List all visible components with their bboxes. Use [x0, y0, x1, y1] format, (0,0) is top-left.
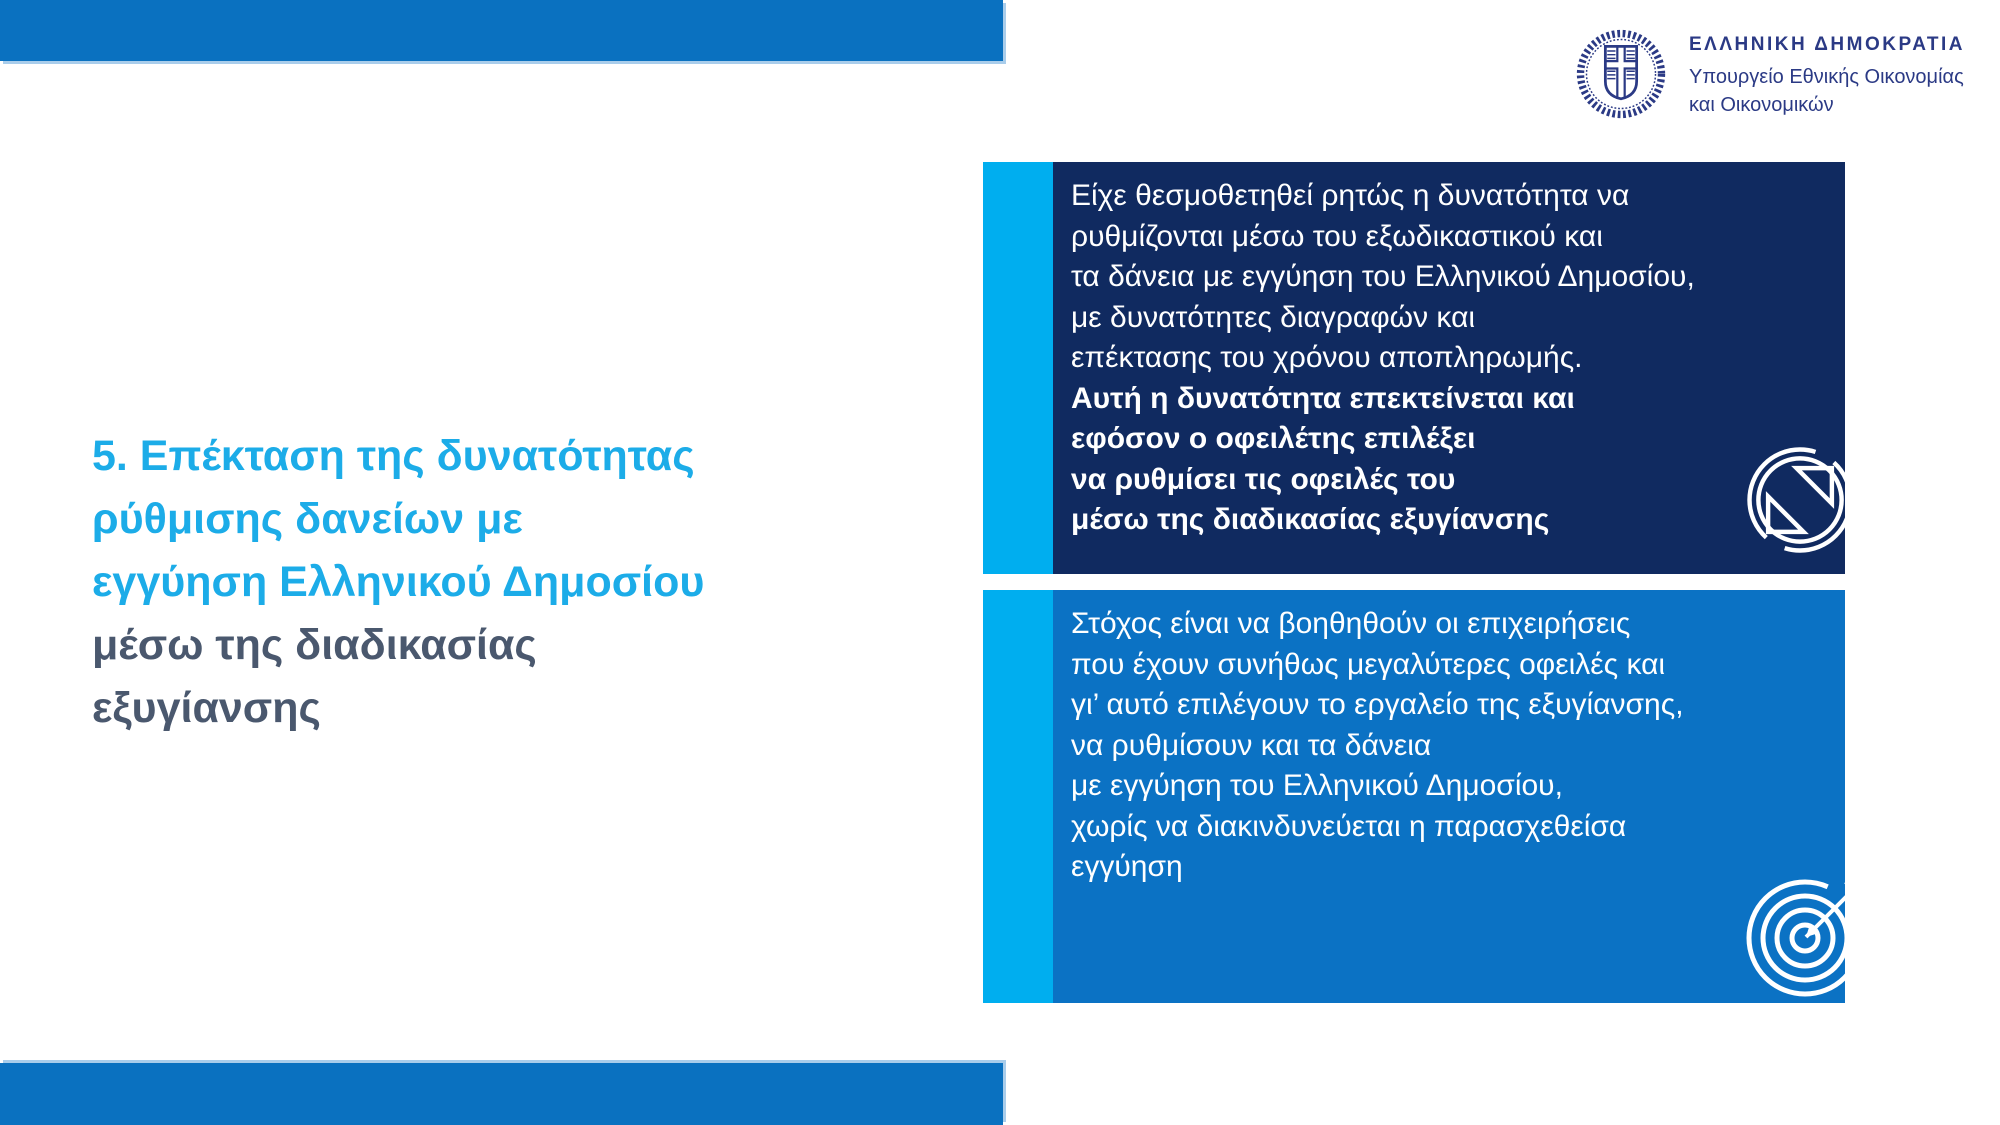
card-text: [1071, 176, 1835, 541]
target-arrow-icon: [1735, 868, 1875, 1008]
card-text-line: τα δάνεια με εγγύηση του Ελληνικού Δημοσίου,: [1071, 260, 1695, 293]
org-dept-line1: Υπουργείο Εθνικής Οικονομίας: [1689, 66, 1964, 88]
card-text-line: ρυθμίζονται μέσω του εξωδικαστικού και: [1071, 219, 1603, 253]
slide-title-line: μέσω της διαδικασίας: [92, 621, 537, 669]
footer-accent-bar: [0, 1063, 1003, 1125]
slide-title-line: 5. Επέκταση της δυνατότητας: [92, 432, 695, 480]
card-text-line: που έχουν συνήθως μεγαλύτερες οφειλές και: [1071, 647, 1666, 681]
card-text-line: εφόσον ο οφειλέτης επιλέξει: [1071, 422, 1476, 455]
card-text-line: χωρίς να διακινδυνεύεται η παρασχεθείσα: [1071, 809, 1627, 843]
card-text-line: Είχε θεσμοθετηθεί ρητώς η δυνατότητα να: [1071, 179, 1630, 212]
slide-title: [92, 425, 812, 740]
government-logo: [1575, 26, 1965, 120]
slide-title-line: εξυγίανσης: [92, 684, 321, 732]
card-accent-strip: [983, 590, 1053, 1003]
card-text-line: Αυτή η δυνατότητα επεκτείνεται και: [1071, 381, 1575, 415]
card-text-line: να ρυθμίσει τις οφειλές του: [1071, 462, 1456, 496]
org-dept-line2: και Οικονομικών: [1689, 94, 1834, 116]
card-text-line: με δυνατότητες διαγραφών και: [1071, 300, 1476, 334]
government-logo-text: [1689, 26, 1965, 119]
card-text-line: μέσω της διαδικασίας εξυγίανσης: [1071, 503, 1550, 536]
org-name: ΕΛΛΗΝΙΚΗ ΔΗΜΟΚΡΑΤΙΑ: [1689, 34, 1965, 55]
slide-title-line: εγγύηση Ελληνικού Δημοσίου: [92, 558, 705, 606]
card-guaranteed-loans: [1053, 162, 1845, 574]
header-accent-bar: [0, 0, 1003, 61]
card-text-line: επέκτασης του χρόνου αποπληρωμής.: [1071, 341, 1583, 374]
card-text-line: εγγύηση: [1071, 850, 1183, 883]
card-goal: [1053, 590, 1845, 1003]
slide-title-line: ρύθμισης δανείων με: [92, 495, 523, 543]
card-text-line: Στόχος είναι να βοηθηθούν οι επιχειρήσεις: [1071, 607, 1631, 640]
card-text-line: γι’ αυτό επιλέγουν το εργαλείο της εξυγίανσης,: [1071, 688, 1684, 721]
card-text-line: να ρυθμίσουν και τα δάνεια: [1071, 728, 1432, 762]
greek-coat-of-arms-icon: [1575, 28, 1667, 120]
card-accent-strip: [983, 162, 1053, 574]
circle-triangles-icon: [1738, 438, 1862, 562]
card-text-line: με εγγύηση του Ελληνικού Δημοσίου,: [1071, 769, 1563, 802]
card-text: [1071, 604, 1835, 888]
